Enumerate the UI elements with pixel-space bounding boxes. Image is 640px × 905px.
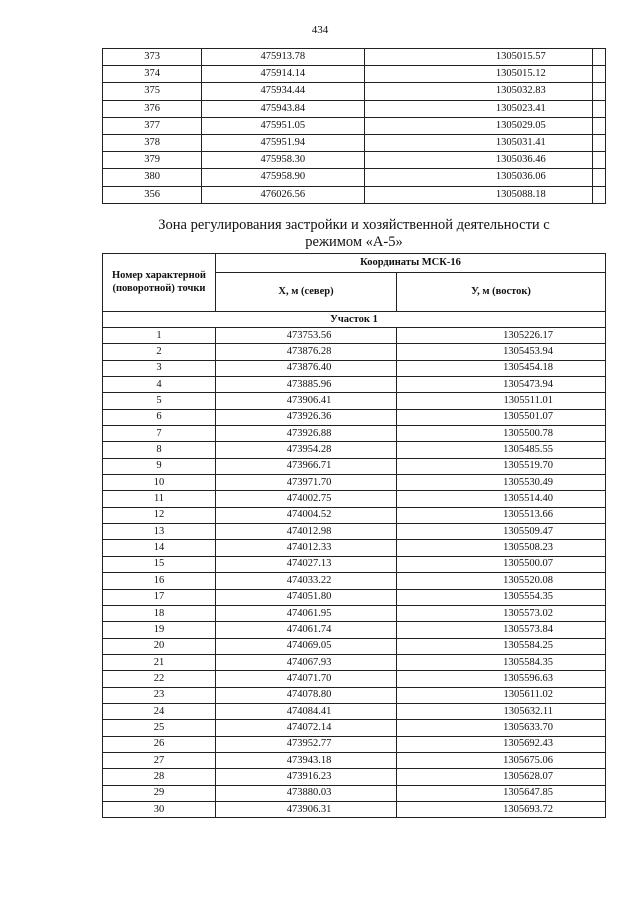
main-coordinates-table (102, 253, 606, 818)
y-coordinate-cell: 1305036.46 (364, 152, 592, 169)
point-number-cell: 20 (103, 638, 216, 654)
y-coordinate-cell: 1305693.72 (397, 801, 606, 817)
point-number-cell: 13 (103, 524, 216, 540)
table-row (103, 475, 606, 491)
y-coordinate-cell: 1305675.06 (397, 752, 606, 768)
table-row (103, 540, 606, 556)
x-coordinate-cell: 473906.41 (216, 393, 397, 409)
point-number-cell: 10 (103, 475, 216, 491)
empty-cell (592, 49, 605, 66)
x-coordinate-cell: 475958.90 (202, 169, 364, 186)
point-number-cell: 3 (103, 360, 216, 376)
point-number-cell: 4 (103, 377, 216, 393)
empty-cell (592, 83, 605, 100)
y-coordinate-cell: 1305500.07 (397, 556, 606, 572)
empty-cell (592, 152, 605, 169)
point-number-cell: 5 (103, 393, 216, 409)
point-number-cell: 23 (103, 687, 216, 703)
x-coordinate-cell: 476026.56 (202, 186, 364, 203)
point-number-cell: 356 (103, 186, 202, 203)
table-row (103, 186, 606, 203)
table-row (103, 671, 606, 687)
point-number-cell: 26 (103, 736, 216, 752)
x-coordinate-cell: 474012.98 (216, 524, 397, 540)
table-row (103, 720, 606, 736)
table-row (103, 458, 606, 474)
x-coordinate-cell: 473916.23 (216, 769, 397, 785)
x-coordinate-cell: 473966.71 (216, 458, 397, 474)
table-row (103, 687, 606, 703)
main-table-body (103, 328, 606, 818)
table-row (103, 49, 606, 66)
table-row (103, 752, 606, 768)
subsection-label: Участок 1 (103, 312, 606, 328)
table-row (103, 491, 606, 507)
top-coordinates-table (102, 48, 606, 204)
x-coordinate-cell: 474051.80 (216, 589, 397, 605)
point-number-cell: 21 (103, 654, 216, 670)
point-number-cell: 375 (103, 83, 202, 100)
y-coordinate-cell: 1305596.63 (397, 671, 606, 687)
x-coordinate-cell: 475951.94 (202, 134, 364, 151)
point-number-cell: 14 (103, 540, 216, 556)
y-coordinate-cell: 1305029.05 (364, 117, 592, 134)
table-row (103, 769, 606, 785)
x-coordinate-cell: 473926.36 (216, 409, 397, 425)
table-row (103, 134, 606, 151)
x-coordinate-cell: 475934.44 (202, 83, 364, 100)
point-number-cell: 28 (103, 769, 216, 785)
page-number: 434 (311, 24, 329, 36)
x-coordinate-cell: 475951.05 (202, 117, 364, 134)
table-row (103, 736, 606, 752)
empty-cell (592, 66, 605, 83)
table-row (103, 83, 606, 100)
table-row (103, 589, 606, 605)
x-coordinate-cell: 474069.05 (216, 638, 397, 654)
y-coordinate-cell: 1305573.84 (397, 622, 606, 638)
x-coordinate-cell: 474027.13 (216, 556, 397, 572)
point-number-cell: 377 (103, 117, 202, 134)
x-coordinate-cell: 474061.74 (216, 622, 397, 638)
top-table-body (103, 49, 606, 204)
table-row (103, 66, 606, 83)
section-title (102, 217, 606, 251)
point-number-cell: 25 (103, 720, 216, 736)
point-number-cell: 9 (103, 458, 216, 474)
table-row (103, 605, 606, 621)
point-number-cell: 8 (103, 442, 216, 458)
y-coordinate-cell: 1305633.70 (397, 720, 606, 736)
y-coordinate-cell: 1305500.78 (397, 426, 606, 442)
y-coordinate-cell: 1305031.41 (364, 134, 592, 151)
x-coordinate-cell: 474002.75 (216, 491, 397, 507)
table-row (103, 524, 606, 540)
y-coordinate-cell: 1305513.66 (397, 507, 606, 523)
y-coordinate-cell: 1305520.08 (397, 573, 606, 589)
point-number-cell: 27 (103, 752, 216, 768)
table-row (103, 573, 606, 589)
table-row (103, 117, 606, 134)
x-coordinate-cell: 473753.56 (216, 328, 397, 344)
point-number-cell: 22 (103, 671, 216, 687)
table-row (103, 556, 606, 572)
x-coordinate-cell: 474072.14 (216, 720, 397, 736)
y-coordinate-cell: 1305584.25 (397, 638, 606, 654)
x-coordinate-cell: 474078.80 (216, 687, 397, 703)
table-row (103, 344, 606, 360)
x-coordinate-cell: 473906.31 (216, 801, 397, 817)
point-number-cell: 30 (103, 801, 216, 817)
table-row (103, 622, 606, 638)
x-coordinate-cell: 473926.88 (216, 426, 397, 442)
y-coordinate-cell: 1305023.41 (364, 100, 592, 117)
y-coordinate-cell: 1305530.49 (397, 475, 606, 491)
x-coordinate-cell: 474084.41 (216, 703, 397, 719)
table-row (103, 442, 606, 458)
point-number-cell: 374 (103, 66, 202, 83)
point-number-cell: 12 (103, 507, 216, 523)
table-row (103, 152, 606, 169)
table-row (103, 409, 606, 425)
y-coordinate-cell: 1305501.07 (397, 409, 606, 425)
x-coordinate-cell: 474061.95 (216, 605, 397, 621)
table-row (103, 393, 606, 409)
point-number-cell: 1 (103, 328, 216, 344)
point-number-cell: 18 (103, 605, 216, 621)
x-coordinate-cell: 475943.84 (202, 100, 364, 117)
x-coordinate-cell: 475913.78 (202, 49, 364, 66)
x-coordinate-cell: 474067.93 (216, 654, 397, 670)
y-coordinate-cell: 1305573.02 (397, 605, 606, 621)
x-coordinate-cell: 473880.03 (216, 785, 397, 801)
x-coordinate-cell: 473876.40 (216, 360, 397, 376)
table-row (103, 328, 606, 344)
y-coordinate-cell: 1305473.94 (397, 377, 606, 393)
y-coordinate-cell: 1305226.17 (397, 328, 606, 344)
x-coordinate-cell: 475914.14 (202, 66, 364, 83)
point-number-cell: 29 (103, 785, 216, 801)
empty-cell (592, 134, 605, 151)
table-row (103, 169, 606, 186)
point-number-cell: 2 (103, 344, 216, 360)
table-row (103, 507, 606, 523)
table-row (103, 638, 606, 654)
x-coordinate-cell: 474071.70 (216, 671, 397, 687)
x-coordinate-cell: 475958.30 (202, 152, 364, 169)
x-coordinate-cell: 473943.18 (216, 752, 397, 768)
x-coordinate-cell: 473876.28 (216, 344, 397, 360)
y-coordinate-cell: 1305511.01 (397, 393, 606, 409)
empty-cell (592, 186, 605, 203)
header-coordinates: Координаты МСК-16 (216, 254, 606, 273)
header-x: X, м (север) (216, 273, 397, 312)
point-number-cell: 7 (103, 426, 216, 442)
point-number-cell: 379 (103, 152, 202, 169)
point-number-cell: 380 (103, 169, 202, 186)
y-coordinate-cell: 1305632.11 (397, 703, 606, 719)
table-row (103, 785, 606, 801)
section-title-line2: режимом «А-5» (305, 234, 403, 250)
section-title-line1: Зона регулирования застройки и хозяйственной деятельности с (158, 217, 550, 233)
point-number-cell: 19 (103, 622, 216, 638)
y-coordinate-cell: 1305088.18 (364, 186, 592, 203)
y-coordinate-cell: 1305554.35 (397, 589, 606, 605)
point-number-cell: 376 (103, 100, 202, 117)
table-row (103, 377, 606, 393)
y-coordinate-cell: 1305514.40 (397, 491, 606, 507)
point-number-cell: 11 (103, 491, 216, 507)
header-y: У, м (восток) (397, 273, 606, 312)
header-point-number: Номер характерной (поворотной) точки (103, 254, 216, 312)
table-row (103, 801, 606, 817)
y-coordinate-cell: 1305036.06 (364, 169, 592, 186)
empty-cell (592, 100, 605, 117)
table-row (103, 100, 606, 117)
point-number-cell: 16 (103, 573, 216, 589)
y-coordinate-cell: 1305454.18 (397, 360, 606, 376)
y-coordinate-cell: 1305485.55 (397, 442, 606, 458)
table-row (103, 360, 606, 376)
point-number-cell: 6 (103, 409, 216, 425)
y-coordinate-cell: 1305015.12 (364, 66, 592, 83)
point-number-cell: 373 (103, 49, 202, 66)
y-coordinate-cell: 1305692.43 (397, 736, 606, 752)
empty-cell (592, 169, 605, 186)
x-coordinate-cell: 473954.28 (216, 442, 397, 458)
empty-cell (592, 117, 605, 134)
table-row (103, 703, 606, 719)
table-row (103, 426, 606, 442)
y-coordinate-cell: 1305519.70 (397, 458, 606, 474)
y-coordinate-cell: 1305509.47 (397, 524, 606, 540)
y-coordinate-cell: 1305508.23 (397, 540, 606, 556)
y-coordinate-cell: 1305611.02 (397, 687, 606, 703)
x-coordinate-cell: 473971.70 (216, 475, 397, 491)
y-coordinate-cell: 1305453.94 (397, 344, 606, 360)
y-coordinate-cell: 1305015.57 (364, 49, 592, 66)
x-coordinate-cell: 473952.77 (216, 736, 397, 752)
point-number-cell: 15 (103, 556, 216, 572)
x-coordinate-cell: 474033.22 (216, 573, 397, 589)
table-row (103, 654, 606, 670)
x-coordinate-cell: 474004.52 (216, 507, 397, 523)
x-coordinate-cell: 474012.33 (216, 540, 397, 556)
point-number-cell: 24 (103, 703, 216, 719)
y-coordinate-cell: 1305628.07 (397, 769, 606, 785)
point-number-cell: 378 (103, 134, 202, 151)
main-table-header (103, 254, 606, 328)
y-coordinate-cell: 1305647.85 (397, 785, 606, 801)
y-coordinate-cell: 1305032.83 (364, 83, 592, 100)
x-coordinate-cell: 473885.96 (216, 377, 397, 393)
point-number-cell: 17 (103, 589, 216, 605)
y-coordinate-cell: 1305584.35 (397, 654, 606, 670)
